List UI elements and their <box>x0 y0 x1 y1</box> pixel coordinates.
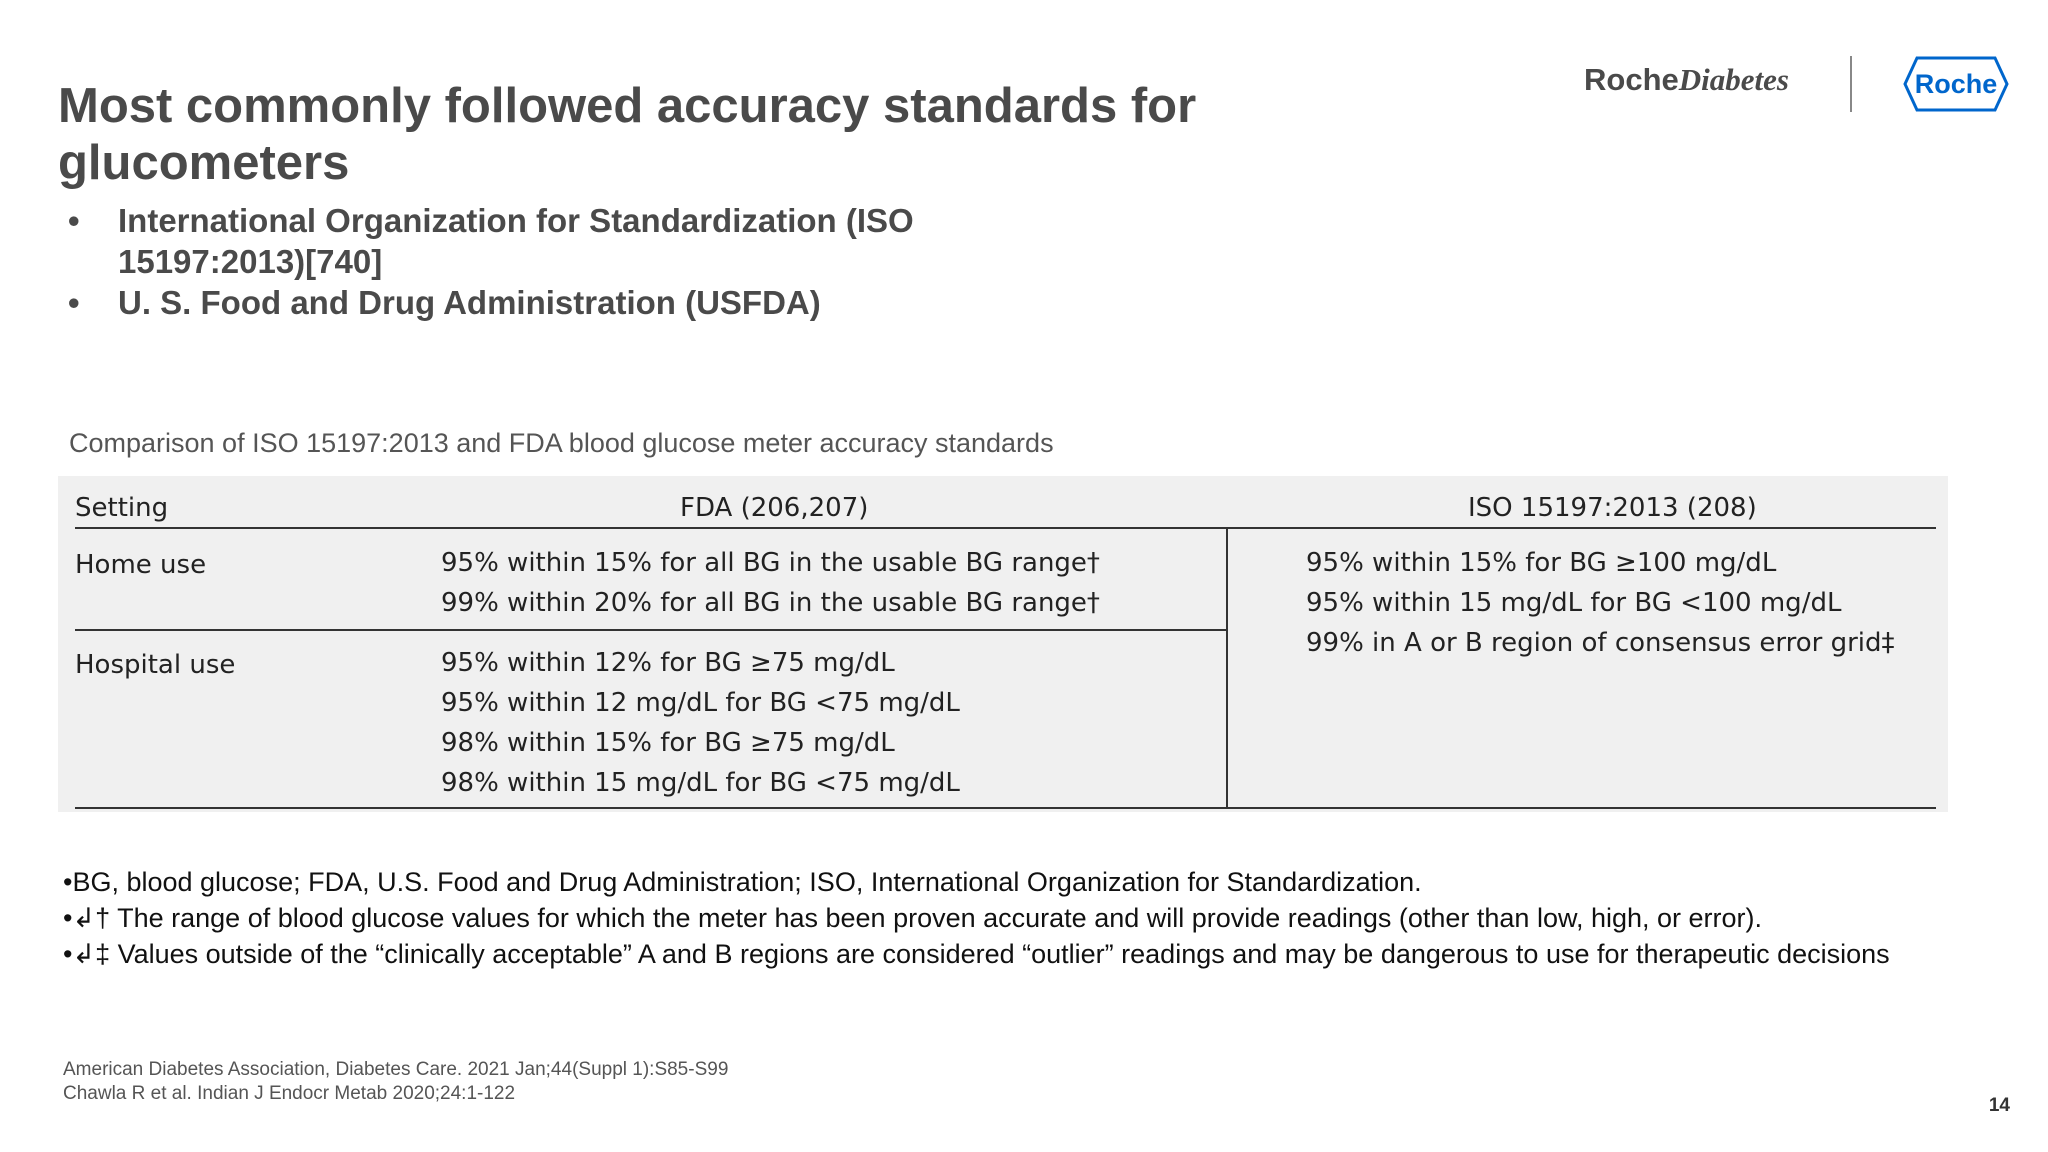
slide-title: Most commonly followed accuracy standards for glucometers <box>58 79 1197 190</box>
row-label-home-use: Home use <box>75 550 207 580</box>
footnote-dagger: •↲† The range of blood glucose values for which the meter has been proven accurate and will provide readings (other than low, high, or error). <box>63 903 1763 933</box>
criterion-line: 95% within 15% for all BG in the usable BG range† <box>441 548 1100 578</box>
row-label-hospital-use: Hospital use <box>75 650 236 680</box>
bullet-text: U. S. Food and Drug Administration (USFDA) <box>118 284 821 321</box>
criterion-line: 95% within 15% for BG ≥100 mg/dL <box>1306 548 1777 578</box>
header-rule <box>75 527 1936 529</box>
bullet-text: International Organization for Standardization (ISO 15197:2013)[740] <box>118 202 914 280</box>
footnote-abbreviations: •BG, blood glucose; FDA, U.S. Food and Drug Administration; ISO, International Organization for Standardization. <box>63 867 1422 897</box>
row-divider <box>75 629 1226 631</box>
brand-roche-text: Roche <box>1584 62 1679 97</box>
roche-diabetes-wordmark <box>1584 62 1789 98</box>
references <box>63 1058 728 1106</box>
roche-logo-text: Roche <box>1914 69 1998 99</box>
bottom-rule <box>75 807 1936 809</box>
table-caption: Comparison of ISO 15197:2013 and FDA blood glucose meter accuracy standards <box>69 428 1054 458</box>
bullet-item-iso <box>68 200 968 282</box>
header-setting: Setting <box>75 493 169 523</box>
footnote-double-dagger: •↲‡ Values outside of the “clinically acceptable” A and B regions are considered “outlier” readings and may be dangerous to use for therapeutic decisions <box>63 939 1890 969</box>
reference-item: American Diabetes Association, Diabetes Care. 2021 Jan;44(Suppl 1):S85-S99 <box>63 1059 729 1080</box>
header-fda: FDA (206,207) <box>680 493 869 523</box>
standards-bullet-list <box>68 200 968 323</box>
bullet-marker: • <box>68 202 80 239</box>
hospital-fda-criteria <box>441 643 960 803</box>
brand-diabetes-text: Diabetes <box>1678 62 1789 97</box>
iso-criteria <box>1306 543 1895 663</box>
home-fda-criteria <box>441 543 1100 623</box>
page-number: 14 <box>1988 1095 2010 1116</box>
reference-item: Chawla R et al. Indian J Endocr Metab 2020;24:1-122 <box>63 1083 516 1104</box>
bullet-item-usfda <box>68 282 968 323</box>
criterion-line: 98% within 15% for BG ≥75 mg/dL <box>441 728 895 758</box>
criterion-line: 98% within 15 mg/dL for BG <75 mg/dL <box>441 768 960 798</box>
column-divider <box>1226 527 1228 808</box>
criterion-line: 95% within 15 mg/dL for BG <100 mg/dL <box>1306 588 1842 618</box>
criterion-line: 99% in A or B region of consensus error grid‡ <box>1306 628 1895 658</box>
header-iso: ISO 15197:2013 (208) <box>1468 493 1757 523</box>
footnotes <box>63 864 1963 972</box>
bullet-marker: • <box>68 284 80 321</box>
brand-divider <box>1850 56 1852 112</box>
roche-hexagon-logo-icon <box>1903 56 2009 112</box>
criterion-line: 95% within 12 mg/dL for BG <75 mg/dL <box>441 688 960 718</box>
criterion-line: 99% within 20% for all BG in the usable BG range† <box>441 588 1100 618</box>
comparison-table <box>58 476 1948 812</box>
criterion-line: 95% within 12% for BG ≥75 mg/dL <box>441 648 895 678</box>
